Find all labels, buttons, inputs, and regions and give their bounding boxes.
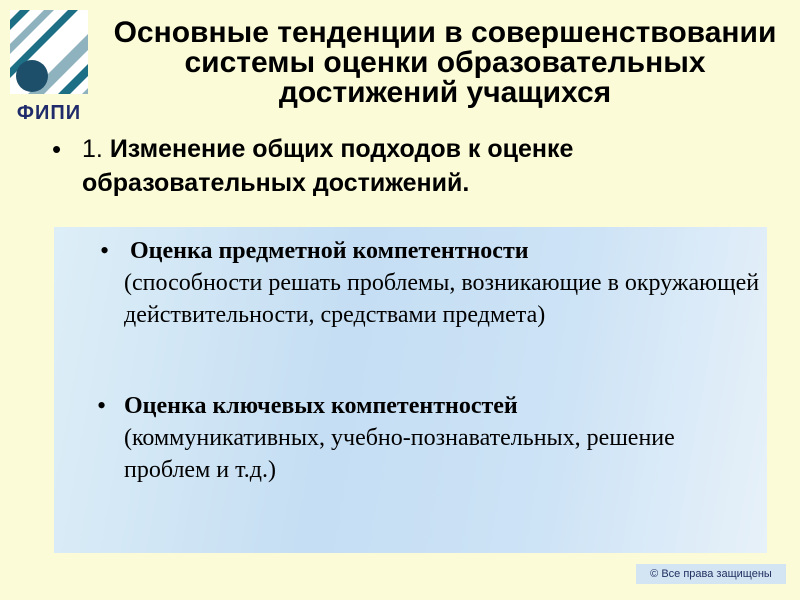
list-item-body: (способности решать проблемы, возникающие в окружающей действительности, средствами предмета) <box>124 270 760 328</box>
list-item-text <box>124 235 764 331</box>
list-item-heading: Оценка ключевых компетентностей <box>124 393 518 419</box>
bullet: • <box>52 134 62 164</box>
topic-number: 1. <box>82 135 103 163</box>
page-title: Основные тенденции в совершенствовании системы оценки образовательных достижений учащихся <box>113 16 777 109</box>
copyright-notice: © Все права защищены <box>636 564 786 584</box>
content-panel <box>54 227 767 553</box>
list-item-heading: Оценка предметной компетентности <box>124 238 529 264</box>
list-item-text <box>124 390 764 486</box>
bullet: • <box>100 236 110 265</box>
topic-text <box>82 132 742 200</box>
fipi-logo <box>10 10 88 122</box>
fipi-logo-icon <box>10 10 88 94</box>
bullet: • <box>97 391 107 420</box>
logo-text: ФИПИ <box>16 102 82 124</box>
list-item-body: (коммуникативных, учебно-познавательных, решение проблем и т.д.) <box>124 425 675 483</box>
topic-heading: Изменение общих подходов к оценке образовательных достижений. <box>82 135 574 197</box>
